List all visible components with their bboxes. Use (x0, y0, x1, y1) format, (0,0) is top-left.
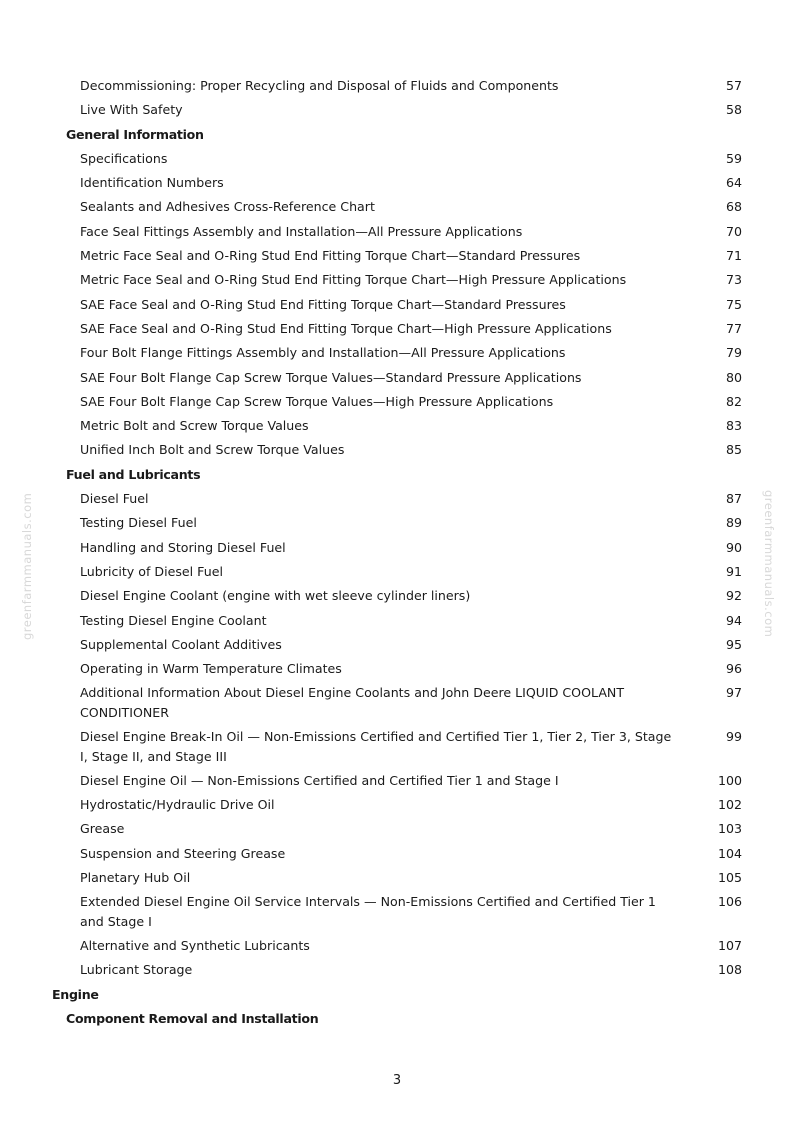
toc-entry[interactable] (0, 100, 794, 124)
toc-entry-title: Identification Numbers (80, 175, 224, 191)
toc-entry-title: Testing Diesel Engine Coolant (80, 612, 267, 628)
toc-entry-title: Unified Inch Bolt and Screw Torque Values (80, 442, 345, 458)
toc-entry-page: 89 (725, 515, 742, 531)
toc-entry-title: SAE Four Bolt Flange Cap Screw Torque Values—Standard Pressure Applications (80, 369, 582, 385)
toc-entry[interactable] (0, 197, 794, 221)
toc-entry[interactable] (0, 416, 794, 440)
toc-entry[interactable] (0, 659, 794, 683)
toc-entry[interactable] (0, 319, 794, 343)
toc-section-heading (0, 1009, 794, 1033)
toc-section-heading (0, 465, 794, 489)
toc-entry-title: Component Removal and Installation (66, 1010, 319, 1026)
toc-entry-title: SAE Face Seal and O-Ring Stud End Fitting Torque Chart—Standard Pressures (80, 296, 566, 312)
toc-entry-title: Additional Information About Diesel Engine Coolants and John Deere LIQUID COOLANT CONDITIONER (80, 685, 625, 720)
toc-entry-title: Hydrostatic/Hydraulic Drive Oil (80, 797, 275, 813)
toc-entry-page: 96 (725, 661, 742, 677)
toc-entry-page: 77 (725, 320, 742, 336)
toc-entry-page: 64 (725, 175, 742, 191)
toc-entry-page: 97 (725, 685, 742, 701)
toc-entry-page: 58 (725, 102, 742, 118)
toc-entry-page: 82 (725, 393, 742, 409)
toc-entry[interactable] (0, 343, 794, 367)
toc-entry[interactable] (0, 440, 794, 464)
toc-entry-page: 80 (725, 369, 742, 385)
toc-entry-title: Diesel Fuel (80, 491, 149, 507)
toc-entry-title: Fuel and Lubricants (66, 466, 201, 482)
watermark-right: greenfarmmanuals.com (762, 490, 776, 638)
toc-entry-title: Sealants and Adhesives Cross-Reference Chart (80, 199, 375, 215)
toc-entry-page: 91 (725, 563, 742, 579)
toc-entry-title: Diesel Engine Break-In Oil — Non-Emissions Certified and Certified Tier 1, Tier 2, Tier 3, Stage I, Stage II, and Stage III (80, 729, 672, 764)
toc-entry-page: 104 (717, 845, 742, 861)
toc-entry[interactable] (0, 819, 794, 843)
toc-entry[interactable] (0, 392, 794, 416)
toc-entry[interactable] (0, 795, 794, 819)
toc-entry[interactable] (0, 222, 794, 246)
toc-entry-title: Handling and Storing Diesel Fuel (80, 539, 286, 555)
toc-entry-title: Lubricant Storage (80, 962, 193, 978)
toc-entry[interactable] (0, 368, 794, 392)
toc-entry-title: Face Seal Fittings Assembly and Installation—All Pressure Applications (80, 223, 523, 239)
toc-entry[interactable] (0, 892, 794, 936)
toc-entry-page: 99 (725, 729, 742, 745)
toc-entry[interactable] (0, 246, 794, 270)
toc-entry-title: Lubricity of Diesel Fuel (80, 563, 223, 579)
toc-entry-title: Operating in Warm Temperature Climates (80, 661, 342, 677)
toc-entry-title: Supplemental Coolant Additives (80, 636, 282, 652)
toc-entry-title: Diesel Engine Oil — Non-Emissions Certified and Certified Tier 1 and Stage I (80, 772, 559, 788)
toc-entry-title: Metric Bolt and Screw Torque Values (80, 418, 309, 434)
toc-entry[interactable] (0, 683, 794, 727)
watermark-left: greenfarmmanuals.com (20, 492, 34, 640)
toc-entry-title: Live With Safety (80, 102, 183, 118)
toc-entry-page: 68 (725, 199, 742, 215)
toc-entry-page: 107 (717, 937, 742, 953)
toc-entry-page: 59 (725, 150, 742, 166)
toc-entry[interactable] (0, 295, 794, 319)
toc-entry-title: Extended Diesel Engine Oil Service Intervals — Non-Emissions Certified and Certified Tier 1 and Stage I (80, 894, 656, 929)
toc-entry-title: SAE Four Bolt Flange Cap Screw Torque Values—High Pressure Applications (80, 393, 554, 409)
toc-entry[interactable] (0, 771, 794, 795)
toc-entry[interactable] (0, 611, 794, 635)
toc-entry-page: 103 (717, 821, 742, 837)
toc-entry[interactable] (0, 936, 794, 960)
toc-entry[interactable] (0, 513, 794, 537)
toc-entry[interactable] (0, 149, 794, 173)
toc-entry[interactable] (0, 844, 794, 868)
toc-entry-page: 83 (725, 418, 742, 434)
toc-entry[interactable] (0, 76, 794, 100)
toc-entry-page: 79 (725, 345, 742, 361)
toc-entry-title: General Information (66, 126, 204, 142)
toc-entry[interactable] (0, 489, 794, 513)
toc-entry-page: 70 (725, 223, 742, 239)
toc-entry-title: Engine (52, 986, 99, 1002)
toc-entry[interactable] (0, 635, 794, 659)
toc-section-heading (0, 985, 794, 1009)
toc-entry-page: 95 (725, 636, 742, 652)
toc-entry-page: 92 (725, 588, 742, 604)
toc-entry-title: Diesel Engine Coolant (engine with wet sleeve cylinder liners) (80, 588, 471, 604)
toc-entry[interactable] (0, 270, 794, 294)
toc-entry[interactable] (0, 960, 794, 984)
toc-entry-page: 85 (725, 442, 742, 458)
toc-entry-title: Grease (80, 821, 125, 837)
toc-entry-page: 94 (725, 612, 742, 628)
toc-entry-page: 57 (725, 78, 742, 93)
page-number: 3 (392, 1073, 402, 1088)
toc-entry[interactable] (0, 586, 794, 610)
toc-entry[interactable] (0, 868, 794, 892)
toc-entry-page: 102 (717, 797, 742, 813)
toc-entry-title: Suspension and Steering Grease (80, 845, 286, 861)
toc-entry[interactable] (0, 173, 794, 197)
toc-entry-title: Metric Face Seal and O-Ring Stud End Fitting Torque Chart—Standard Pressures (80, 248, 581, 264)
toc-entry-page: 73 (725, 272, 742, 288)
toc-entry-page: 90 (725, 539, 742, 555)
toc-entry-title: Specifications (80, 150, 168, 166)
toc-entry-title: Decommissioning: Proper Recycling and Disposal of Fluids and Components (80, 78, 559, 93)
toc-entry-title: Four Bolt Flange Fittings Assembly and Installation—All Pressure Applications (80, 345, 566, 361)
toc-entry-title: Testing Diesel Fuel (80, 515, 197, 531)
toc-entry-title: Alternative and Synthetic Lubricants (80, 937, 310, 953)
table-of-contents (0, 76, 794, 1033)
toc-section-heading (0, 125, 794, 149)
toc-entry-page: 71 (725, 248, 742, 264)
toc-entry-page: 87 (725, 491, 742, 507)
toc-entry-page: 100 (717, 772, 742, 788)
toc-entry[interactable] (0, 538, 794, 562)
toc-entry[interactable] (0, 727, 794, 771)
toc-entry[interactable] (0, 562, 794, 586)
toc-entry-page: 106 (717, 894, 742, 910)
toc-entry-page: 108 (717, 962, 742, 978)
toc-entry-page: 105 (717, 869, 742, 885)
toc-entry-title: Metric Face Seal and O-Ring Stud End Fitting Torque Chart—High Pressure Applications (80, 272, 627, 288)
toc-entry-page: 75 (725, 296, 742, 312)
toc-entry-title: Planetary Hub Oil (80, 869, 191, 885)
toc-entry-title: SAE Face Seal and O-Ring Stud End Fitting Torque Chart—High Pressure Applications (80, 320, 612, 336)
